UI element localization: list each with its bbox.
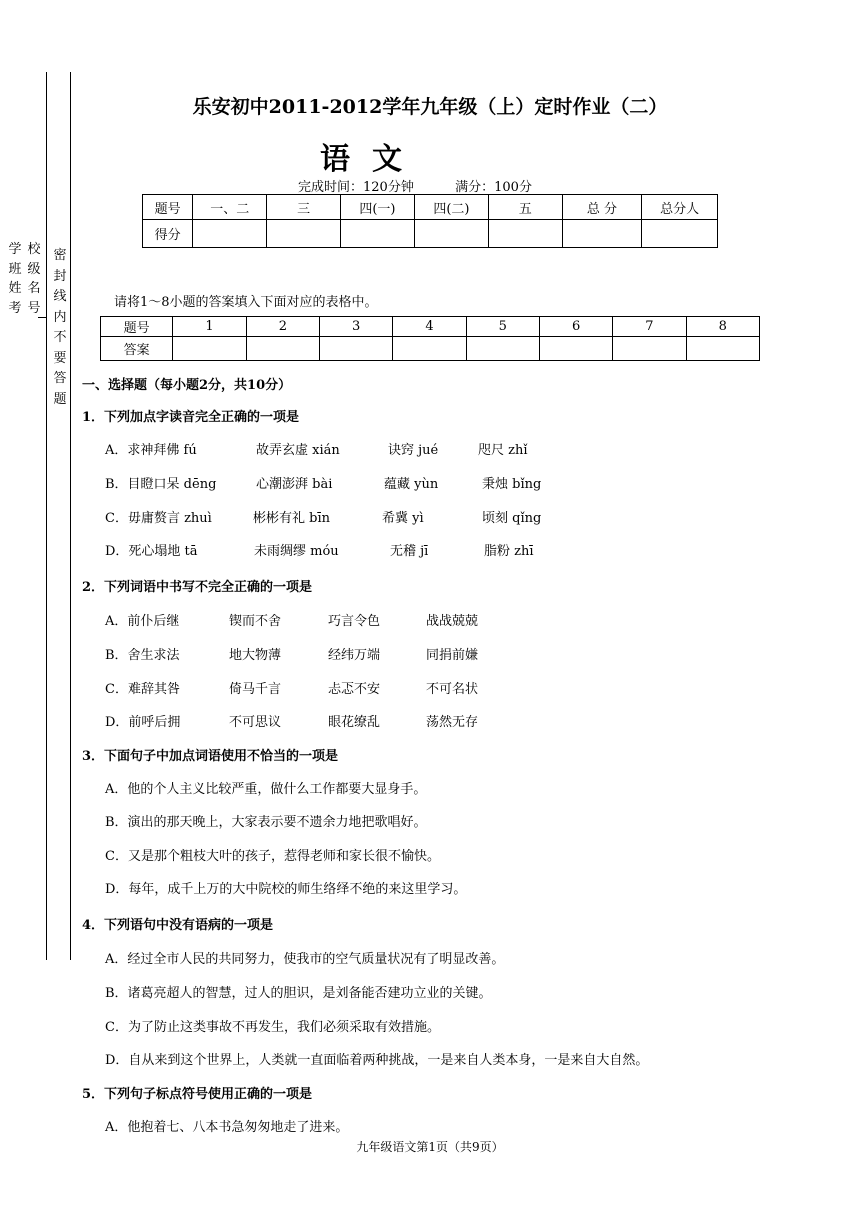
q2-option-a3: 巧言令色: [328, 614, 381, 629]
score-header: 总分人: [642, 195, 718, 220]
binding-label-col2: 校 级 名 号: [27, 242, 41, 316]
score-cell[interactable]: [193, 220, 267, 248]
q3-option-a: A．他的个人主义比较严重，做什么工作都要大显身手。: [105, 782, 427, 797]
answer-header: 4: [393, 317, 466, 337]
q2-option-c1: C．难辞其咎: [105, 682, 180, 697]
score-cell[interactable]: [414, 220, 488, 248]
q2-option-a2: 锲而不舍: [229, 614, 282, 629]
q2-option-a4: 战战兢兢: [426, 614, 479, 629]
score-header: 三: [267, 195, 341, 220]
q3-option-d: D．每年，成千上万的大中院校的师生络绎不绝的来这里学习。: [105, 882, 467, 897]
answer-header: 2: [246, 317, 319, 337]
q1-option-a4: 咫尺 zhǐ: [478, 443, 528, 458]
q1-option-a1: A．求神拜佛 fú: [105, 443, 197, 458]
question-5-stem: 5．下列句子标点符号使用正确的一项是: [82, 1087, 313, 1102]
answer-cell[interactable]: [466, 337, 539, 361]
answer-row-label: 答案: [101, 337, 173, 361]
q1-option-d4: 脂粉 zhī: [484, 544, 534, 559]
page-footer: 九年级语文第1页（共9页）: [356, 1140, 504, 1154]
q4-option-a: A．经过全市人民的共同努力，使我市的空气质量状况有了明显改善。: [105, 952, 505, 967]
question-2-stem: 2．下列词语中书写不完全正确的一项是: [82, 580, 313, 595]
score-header: 题号: [143, 195, 193, 220]
q4-option-c: C．为了防止这类事故不再发生，我们必须采取有效措施。: [105, 1020, 440, 1035]
answer-header: 3: [320, 317, 393, 337]
q2-option-b1: B．舍生求法: [105, 648, 180, 663]
q1-option-a2: 故弄玄虚 xián: [256, 443, 340, 458]
answer-header: 8: [686, 317, 759, 337]
score-header: 总 分: [562, 195, 642, 220]
q5-option-a: A．他抱着七、八本书急匆匆地走了进来。: [105, 1120, 349, 1135]
subject-title: 语文: [320, 142, 424, 177]
binding-line-left: [46, 72, 47, 960]
score-table: [142, 194, 718, 248]
q1-option-d2: 未雨绸缪 móu: [254, 544, 339, 559]
q1-option-b2: 心潮澎湃 bài: [256, 477, 333, 492]
question-3-stem: 3．下面句子中加点词语使用不恰当的一项是: [82, 749, 339, 764]
q2-option-d1: D．前呼后拥: [105, 715, 181, 730]
q2-option-c4: 不可名状: [426, 682, 479, 697]
answer-cell[interactable]: [320, 337, 393, 361]
answer-cell[interactable]: [173, 337, 246, 361]
answer-table: [100, 316, 760, 361]
binding-label-school: 学 班 姓 考: [8, 242, 22, 316]
answer-cell[interactable]: [539, 337, 612, 361]
q3-option-b: B．演出的那天晚上，大家表示要不遗余力地把歌唱好。: [105, 815, 427, 830]
page-title: 乐安初中2011-2012学年九年级（上）定时作业（二）: [192, 96, 668, 118]
score-cell[interactable]: [488, 220, 562, 248]
score-header: 五: [488, 195, 562, 220]
time-info: 完成时间：120分钟 满分：100分: [298, 180, 532, 195]
answer-header: 1: [173, 317, 246, 337]
q2-option-d3: 眼花缭乱: [328, 715, 381, 730]
score-header: 一、二: [193, 195, 267, 220]
q3-option-c: C．又是那个粗枝大叶的孩子，惹得老师和家长很不愉快。: [105, 849, 440, 864]
answer-header: 6: [539, 317, 612, 337]
blank-line: [38, 317, 46, 318]
q4-option-d: D．自从来到这个世界上，人类就一直面临着两种挑战，一是来自人类本身，一是来自大自然。: [105, 1053, 649, 1068]
score-header: 四(一): [340, 195, 414, 220]
answer-header: 题号: [101, 317, 173, 337]
question-1-stem: 1．下列加点字读音完全正确的一项是: [82, 410, 300, 425]
binding-line-right: [70, 72, 71, 960]
score-cell[interactable]: [340, 220, 414, 248]
answer-cell[interactable]: [246, 337, 319, 361]
score-cell[interactable]: [267, 220, 341, 248]
q2-option-b4: 同捐前嫌: [426, 648, 479, 663]
q2-option-d2: 不可思议: [229, 715, 282, 730]
score-cell[interactable]: [642, 220, 718, 248]
q2-option-a1: A．前仆后继: [105, 614, 180, 629]
score-cell[interactable]: [562, 220, 642, 248]
q2-option-c3: 忐忑不安: [328, 682, 381, 697]
answer-cell[interactable]: [393, 337, 466, 361]
seal-text: 密 封 线 内 不 要 答 题: [53, 248, 67, 407]
answer-cell[interactable]: [613, 337, 686, 361]
q1-option-b1: B．目瞪口呆 dēng: [105, 477, 217, 492]
answer-header: 5: [466, 317, 539, 337]
q4-option-b: B．诸葛亮超人的智慧，过人的胆识，是刘备能否建功立业的关键。: [105, 986, 492, 1001]
score-header: 四(二): [414, 195, 488, 220]
section-heading: 一、选择题（每小题2分，共10分）: [82, 378, 292, 393]
answer-header: 7: [613, 317, 686, 337]
q2-option-b3: 经纬万端: [328, 648, 381, 663]
question-4-stem: 4．下列语句中没有语病的一项是: [82, 918, 274, 933]
score-row-label: 得分: [143, 220, 193, 248]
q2-option-d4: 荡然无存: [426, 715, 479, 730]
q1-option-a3: 诀窍 jué: [388, 443, 439, 458]
q1-option-d1: D．死心塌地 tā: [105, 544, 198, 559]
q1-option-c2: 彬彬有礼 bīn: [253, 511, 330, 526]
q1-option-d3: 无稽 jī: [390, 544, 429, 559]
answer-cell[interactable]: [686, 337, 759, 361]
q1-option-b3: 蕴藏 yùn: [384, 477, 439, 492]
instruction: 请将1～8小题的答案填入下面对应的表格中。: [114, 295, 378, 310]
q1-option-b4: 秉烛 bǐng: [482, 477, 542, 492]
q1-option-c1: C．毋庸赘言 zhuì: [105, 511, 212, 526]
q2-option-c2: 倚马千言: [229, 682, 282, 697]
q2-option-b2: 地大物薄: [229, 648, 282, 663]
q1-option-c3: 希冀 yì: [382, 511, 424, 526]
q1-option-c4: 顷刻 qǐng: [482, 511, 542, 526]
